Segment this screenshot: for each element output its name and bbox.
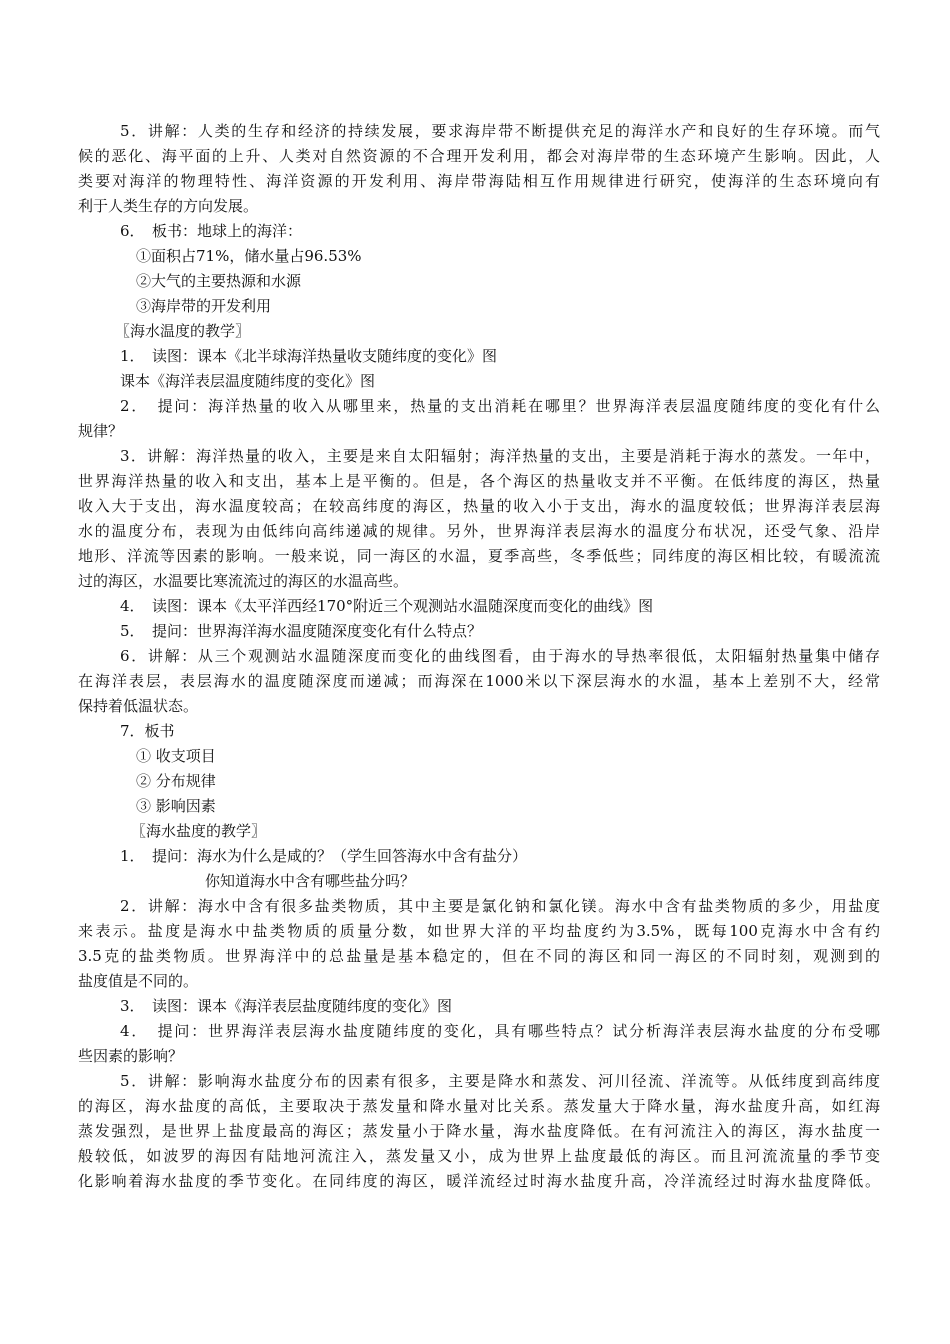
paragraph-line: 5．讲解：人类的生存和经济的持续发展，要求海岸带不断提供充足的海洋水产和良好的生存环境。而气 bbox=[120, 122, 880, 140]
paragraph-line: 2．讲解：海水中含有很多盐类物质，其中主要是氯化钠和氯化镁。海水中含有盐类物质的多少，用盐度 bbox=[120, 897, 880, 915]
paragraph-line: 利于人类生存的方向发展。 bbox=[78, 197, 259, 215]
list-item: ②大气的主要热源和水源 bbox=[136, 272, 302, 290]
section-heading: 〖海水盐度的教学〗 bbox=[131, 822, 267, 840]
list-item: ③ 影响因素 bbox=[136, 797, 216, 815]
paragraph-line: 1． 提问：海水为什么是咸的？（学生回答海水中含有盐分） bbox=[120, 847, 528, 865]
paragraph-line: 水的温度分布，表现为由低纬向高纬递减的规律。另外，世界海洋表层海水的温度分布状况，还受气象、沿岸 bbox=[78, 522, 880, 540]
paragraph-line: 保持着低温状态。 bbox=[78, 697, 199, 715]
paragraph-line: 2． 提问：海洋热量的收入从哪里来，热量的支出消耗在哪里？世界海洋表层温度随纬度的变化有什么 bbox=[120, 397, 880, 415]
list-item: ①面积占71%，储水量占96.53% bbox=[136, 247, 362, 265]
paragraph-line: 收入大于支出，海水温度较高；在较高纬度的海区，热量的收入小于支出，海水的温度较低；世界海洋表层海 bbox=[78, 497, 880, 515]
paragraph-line: 的海区，海水盐度的高低，主要取决于蒸发量和降水量对比关系。蒸发量大于降水量，海水盐度升高，如红海 bbox=[78, 1097, 880, 1115]
paragraph-line: 些因素的影响？ bbox=[78, 1047, 184, 1065]
paragraph-line: 来表示。盐度是海水中盐类物质的质量分数，如世界大洋的平均盐度约为3.5%，既每100克海水中含有约 bbox=[78, 922, 880, 940]
paragraph-line: 5． 提问：世界海洋海水温度随深度变化有什么特点？ bbox=[120, 622, 483, 640]
paragraph-line: 你知道海水中含有哪些盐分吗？ bbox=[205, 872, 416, 890]
paragraph-line: 3.5克的盐类物质。世界海洋中的总盐量是基本稳定的，但在不同的海区和同一海区的不同时刻，观测到的 bbox=[78, 947, 880, 965]
paragraph-line: 3． 读图：课本《海洋表层盐度随纬度的变化》图 bbox=[120, 997, 453, 1015]
paragraph-line: 地形、洋流等因素的影响。一般来说，同一海区的水温，夏季高些，冬季低些；同纬度的海区相比较，有暖流流 bbox=[78, 547, 880, 565]
list-item: ② 分布规律 bbox=[136, 772, 216, 790]
paragraph-line: 般较低，如波罗的海因有陆地河流注入，蒸发量又小，成为世界上盐度最低的海区。而且河流流量的季节变 bbox=[78, 1147, 880, 1165]
heading-line: 7．板书 bbox=[120, 722, 175, 740]
paragraph-line: 过的海区，水温要比寒流流过的海区的水温高些。 bbox=[78, 572, 409, 590]
paragraph-line: 3．讲解：海洋热量的收入，主要是来自太阳辐射；海洋热量的支出，主要是消耗于海水的蒸发。一年中， bbox=[120, 447, 880, 465]
paragraph-line: 世界海洋热量的收入和支出，基本上是平衡的。但是，各个海区的热量收支并不平衡。在低纬度的海区，热量 bbox=[78, 472, 880, 490]
paragraph-line: 盐度值是不同的。 bbox=[78, 972, 199, 990]
paragraph-line: 1． 读图：课本《北半球海洋热量收支随纬度的变化》图 bbox=[120, 347, 498, 365]
list-item: ③海岸带的开发利用 bbox=[136, 297, 272, 315]
section-heading: 〖海水温度的教学〗 bbox=[115, 322, 251, 340]
list-item: ① 收支项目 bbox=[136, 747, 216, 765]
paragraph-line: 候的恶化、海平面的上升、人类对自然资源的不合理开发利用，都会对海岸带的生态环境产生影响。因此，人 bbox=[78, 147, 880, 165]
paragraph-line: 4． 提问：世界海洋表层海水盐度随纬度的变化，具有哪些特点？试分析海洋表层海水盐度的分布受哪 bbox=[120, 1022, 880, 1040]
paragraph-line: 化影响着海水盐度的季节变化。在同纬度的海区，暖洋流经过时海水盐度升高，冷洋流经过时海水盐度降低。 bbox=[78, 1172, 880, 1190]
paragraph-line: 在海洋表层，表层海水的温度随深度而递减；而海深在1000米以下深层海水的水温，基本上差别不大，经常 bbox=[78, 672, 880, 690]
paragraph-line: 4． 读图：课本《太平洋西经170°附近三个观测站水温随深度而变化的曲线》图 bbox=[120, 597, 654, 615]
heading-line: 6． 板书：地球上的海洋： bbox=[120, 222, 303, 240]
paragraph-line: 类要对海洋的物理特性、海洋资源的开发利用、海岸带海陆相互作用规律进行研究，使海洋的生态环境向有 bbox=[78, 172, 880, 190]
paragraph-line: 蒸发强烈，是世界上盐度最高的海区；蒸发量小于降水量，海水盐度降低。在有河流注入的海区，海水盐度一 bbox=[78, 1122, 880, 1140]
paragraph-line: 5．讲解：影响海水盐度分布的因素有很多，主要是降水和蒸发、河川径流、洋流等。从低纬度到高纬度 bbox=[120, 1072, 880, 1090]
paragraph-line: 6．讲解：从三个观测站水温随深度而变化的曲线图看，由于海水的导热率很低，太阳辐射热量集中储存 bbox=[120, 647, 880, 665]
paragraph-line: 规律？ bbox=[78, 422, 124, 440]
paragraph-line: 课本《海洋表层温度随纬度的变化》图 bbox=[120, 372, 376, 390]
